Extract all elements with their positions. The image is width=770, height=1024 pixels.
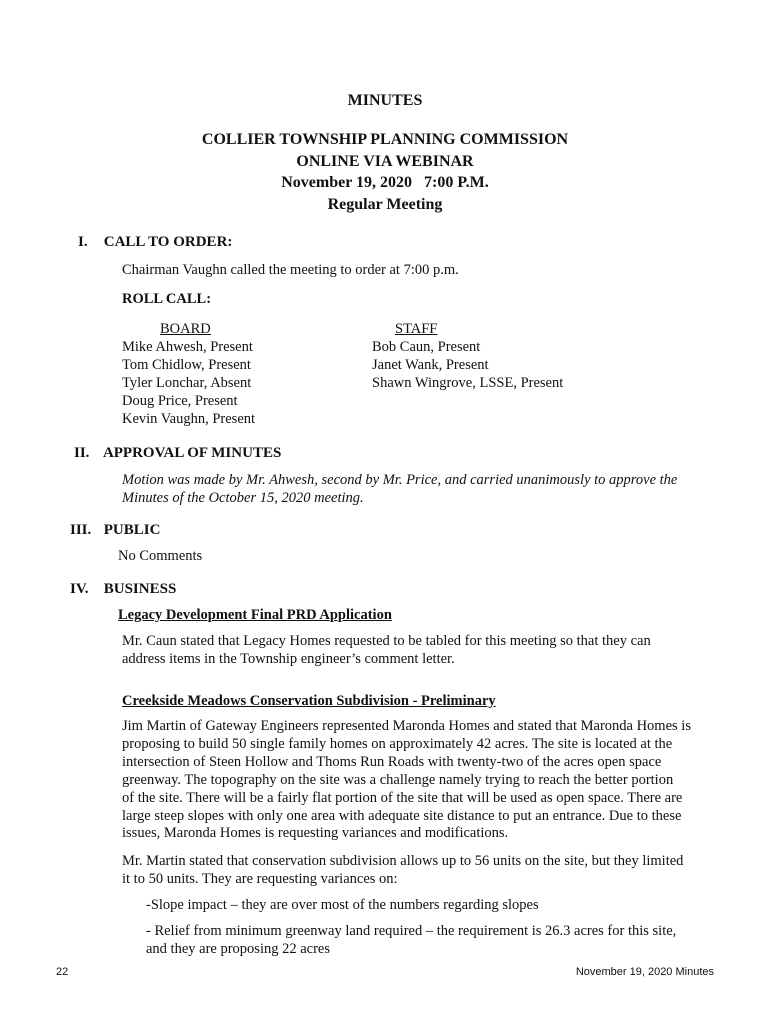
list-item: Tyler Lonchar, Absent [122, 375, 252, 391]
board-header: BOARD [160, 321, 211, 337]
org-name: COLLIER TOWNSHIP PLANNING COMMISSION [201, 131, 569, 148]
approval-motion-text [122, 471, 722, 507]
text-line: - Relief from minimum greenway land required – the requirement is 26.3 acres for this site, [146, 923, 677, 939]
list-item: Bob Caun, Present [372, 339, 481, 355]
text-line: Mr. Caun stated that Legacy Homes requested to be tabled for this meeting so that they can [122, 633, 651, 649]
section-title: CALL TO ORDER: [103, 234, 233, 250]
business-item-title: Legacy Development Final PRD Application [118, 607, 392, 623]
text-line: intersection of Steen Hollow and Thoms Run Roads with twenty-two of the acres open space [122, 753, 662, 770]
page-number: 22 [56, 966, 69, 978]
list-item: Doug Price, Present [122, 393, 238, 409]
section-call-to-order-heading [78, 234, 232, 251]
bullet-item: -Slope impact – they are over most of the numbers regarding slopes [146, 897, 539, 913]
text-line: greenway. The topography on the site was a challenge namely trying to reach the better portion [122, 771, 674, 788]
staff-header: STAFF [395, 321, 438, 337]
meeting-type: Regular Meeting [327, 196, 443, 213]
list-item: Shawn Wingrove, LSSE, Present [372, 375, 564, 391]
text-line: issues, Maronda Homes is requesting variances and modifications. [122, 825, 509, 842]
bullet-item [146, 922, 726, 958]
list-item: Tom Chidlow, Present [122, 357, 251, 373]
footer-label: November 19, 2020 Minutes [575, 966, 714, 978]
roll-call-title: ROLL CALL: [122, 291, 212, 307]
section-number: II. [74, 445, 90, 461]
business-item-title: Creekside Meadows Conservation Subdivision - Preliminary [122, 693, 496, 709]
section-number: I. [78, 234, 88, 250]
list-item: Mike Ahwesh, Present [122, 339, 253, 355]
meeting-datetime: November 19, 2020 7:00 P.M. [281, 174, 489, 191]
business-item-text [122, 718, 722, 843]
text-line: Motion was made by Mr. Ahwesh, second by Mr. Price, and carried unanimously to approve the [122, 472, 678, 488]
section-number: III. [70, 522, 92, 538]
doc-title: MINUTES [347, 92, 423, 109]
venue: ONLINE VIA WEBINAR [296, 153, 474, 170]
section-title: BUSINESS [103, 581, 177, 597]
text-line: large steep slopes with only one area with adequate site distance to put an entrance. Due to these [122, 807, 682, 824]
board-list [122, 338, 255, 428]
section-business-heading [70, 581, 176, 598]
text-line: address items in the Township engineer’s comment letter. [122, 651, 455, 667]
text-line: and they are proposing 22 acres [146, 941, 331, 957]
call-to-order-text: Chairman Vaughn called the meeting to order at 7:00 p.m. [122, 262, 459, 278]
text-line: Jim Martin of Gateway Engineers represented Maronda Homes and stated that Maronda Homes is [122, 718, 691, 734]
business-item-text [122, 632, 722, 668]
section-title: PUBLIC [103, 522, 161, 538]
section-title: APPROVAL OF MINUTES [102, 445, 282, 461]
section-approval-heading [74, 445, 281, 462]
public-comments-text: No Comments [118, 548, 203, 564]
text-line: Mr. Martin stated that conservation subdivision allows up to 56 units on the site, but they limited [122, 853, 684, 869]
section-public-heading [70, 522, 160, 539]
list-item: Janet Wank, Present [372, 357, 489, 373]
section-number: IV. [70, 581, 89, 597]
text-line: Minutes of the October 15, 2020 meeting. [122, 490, 364, 506]
staff-list [372, 338, 563, 392]
text-line: of the site. There will be a fairly flat portion of the site that will be used as open space. There are [122, 789, 683, 806]
list-item: Kevin Vaughn, Present [122, 411, 256, 427]
text-line: it to 50 units. They are requesting variances on: [122, 871, 398, 887]
text-line: proposing to build 50 single family homes on approximately 42 acres. The site is located at the [122, 735, 673, 752]
business-item-text [122, 852, 722, 888]
